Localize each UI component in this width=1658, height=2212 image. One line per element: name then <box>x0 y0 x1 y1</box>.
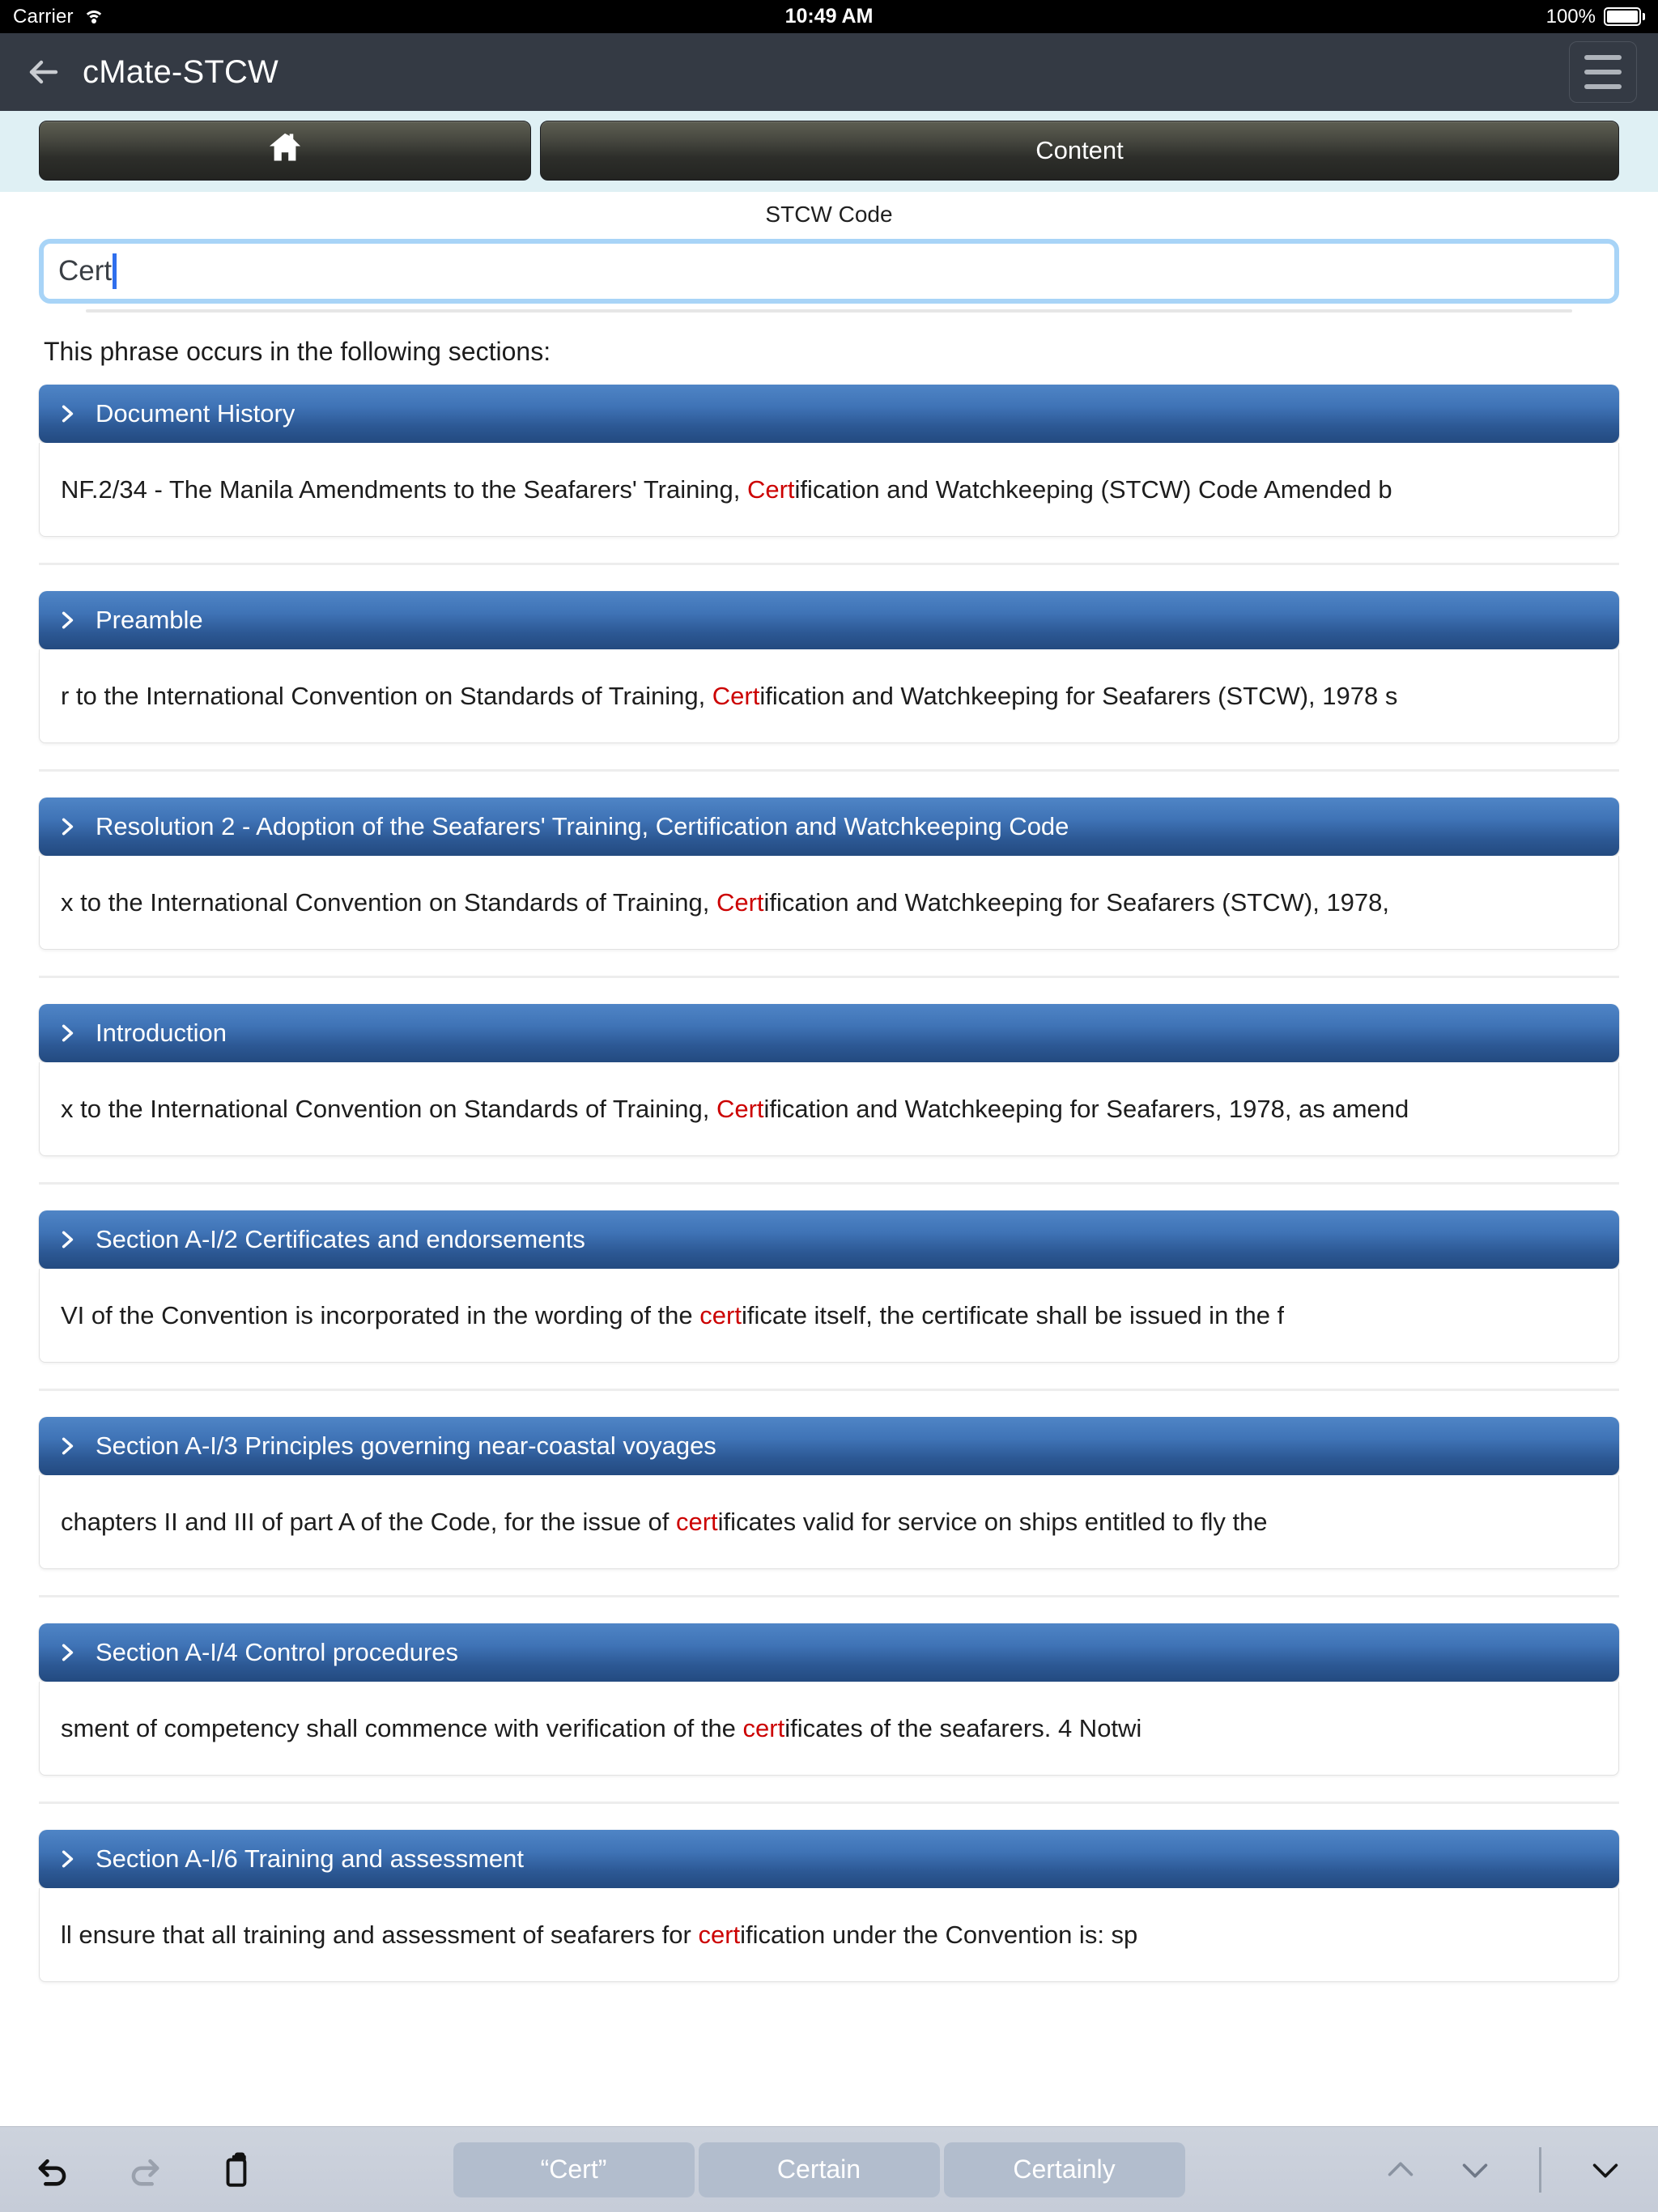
group-spacer <box>39 978 1619 1004</box>
group-spacer <box>39 950 1619 976</box>
snippet-card[interactable] <box>39 1062 1619 1156</box>
snippet-before: VI of the Convention is incorporated in the wording of the <box>61 1300 700 1329</box>
snippet-after: ificate itself, the certificate shall be issued in the f <box>741 1300 1285 1329</box>
keyboard-nav-actions <box>1377 2146 1629 2193</box>
result-groups-container <box>39 385 1619 1982</box>
redo-icon[interactable] <box>121 2146 168 2193</box>
section-title: Section A-I/4 Control procedures <box>96 1638 459 1666</box>
snippet-after: ification and Watchkeeping for Seafarers, 1978, as amend <box>763 1094 1409 1123</box>
ios-status-bar <box>0 0 1658 33</box>
snippet-card[interactable] <box>39 443 1619 537</box>
snippet-card[interactable] <box>39 649 1619 743</box>
snippet-before: x to the International Convention on Standards of Training, <box>61 887 716 917</box>
snippet-card[interactable] <box>39 1682 1619 1776</box>
clipboard-paste-icon[interactable] <box>214 2146 261 2193</box>
keyboard-edit-actions <box>29 2146 261 2193</box>
snippet-card[interactable] <box>39 1888 1619 1982</box>
search-input-value: Cert <box>58 255 113 287</box>
battery-full-icon <box>1604 7 1645 26</box>
snippet-card[interactable] <box>39 1475 1619 1569</box>
group-spacer <box>39 743 1619 769</box>
section-header-button[interactable] <box>39 1004 1619 1062</box>
search-input[interactable] <box>39 239 1619 304</box>
section-title: Section A-I/2 Certificates and endorsements <box>96 1225 585 1253</box>
chevron-down-icon[interactable] <box>1452 2146 1499 2193</box>
results-intro-text: This phrase occurs in the following sections: <box>44 337 551 366</box>
snippet-before: NF.2/34 - The Manila Amendments to the Seafarers' Training, <box>61 474 747 504</box>
section-title: Resolution 2 - Adoption of the Seafarers' Training, Certification and Watchkeeping Code <box>96 812 1069 840</box>
suggestion-button[interactable]: “Cert” <box>453 2142 695 2197</box>
nav-button-row <box>0 111 1658 192</box>
snippet-highlight: cert <box>675 1507 718 1536</box>
snippet-highlight: Cert <box>716 887 764 917</box>
status-bar-clock: 10:49 AM <box>784 5 874 28</box>
snippet-text <box>61 1918 1137 1952</box>
section-header-button[interactable] <box>39 1417 1619 1475</box>
snippet-after: ificates of the seafarers. 4 Notwi <box>784 1713 1142 1742</box>
result-group <box>39 1004 1619 1156</box>
suggestion-button[interactable]: Certainly <box>944 2142 1185 2197</box>
result-group <box>39 1830 1619 1982</box>
status-bar-left <box>13 6 104 28</box>
chevron-right-icon <box>57 1434 78 1458</box>
result-group <box>39 1417 1619 1569</box>
snippet-highlight: Cert <box>716 1094 764 1123</box>
app-header-bar <box>0 33 1658 111</box>
group-spacer <box>39 1569 1619 1595</box>
snippet-after: ification and Watchkeeping for Seafarers (STCW), 1978, <box>763 887 1390 917</box>
section-header-button[interactable] <box>39 385 1619 443</box>
page-title: cMate-STCW <box>83 53 278 90</box>
group-spacer <box>39 1597 1619 1623</box>
section-header-button[interactable] <box>39 1210 1619 1269</box>
section-title: Document History <box>96 399 295 428</box>
carrier-label: Carrier <box>13 5 74 28</box>
snippet-after: ification under the Convention is: sp <box>740 1920 1138 1949</box>
snippet-before: chapters II and III of part A of the Code, for the issue of <box>61 1507 676 1536</box>
suggestion-buttons <box>261 2142 1377 2197</box>
chevron-right-icon <box>57 1021 78 1045</box>
chevron-right-icon <box>57 1640 78 1665</box>
snippet-highlight: cert <box>698 1920 741 1949</box>
undo-icon[interactable] <box>29 2146 76 2193</box>
snippet-text <box>61 1505 1268 1539</box>
result-group <box>39 591 1619 743</box>
status-bar-right <box>1546 6 1645 28</box>
snippet-highlight: Cert <box>712 681 760 710</box>
group-spacer <box>39 1391 1619 1417</box>
section-title: Preamble <box>96 606 203 634</box>
chevron-right-icon <box>57 815 78 839</box>
section-header-button[interactable] <box>39 1830 1619 1888</box>
content-button[interactable] <box>540 121 1619 181</box>
section-title: Introduction <box>96 1019 227 1047</box>
section-title: Section A-I/3 Principles governing near-coastal voyages <box>96 1431 716 1460</box>
snippet-after: ification and Watchkeeping (STCW) Code Amended b <box>794 474 1392 504</box>
search-field-label: STCW Code <box>765 202 893 227</box>
snippet-before: r to the International Convention on Standards of Training, <box>61 681 712 710</box>
group-spacer <box>39 772 1619 798</box>
snippet-text <box>61 1092 1409 1126</box>
battery-percent-label: 100% <box>1545 5 1596 28</box>
group-spacer <box>39 1804 1619 1830</box>
section-title: Section A-I/6 Training and assessment <box>96 1844 525 1873</box>
text-caret <box>113 253 117 289</box>
snippet-after: ificates valid for service on ships entitled to fly the <box>717 1507 1268 1536</box>
home-icon <box>267 130 303 172</box>
search-area <box>0 192 1658 313</box>
group-spacer <box>39 1363 1619 1389</box>
chevron-right-icon <box>57 402 78 426</box>
snippet-before: ll ensure that all training and assessment of seafarers for <box>61 1920 699 1949</box>
snippet-card[interactable] <box>39 856 1619 950</box>
snippet-after: ification and Watchkeeping for Seafarers (STCW), 1978 s <box>759 681 1398 710</box>
back-arrow-icon[interactable] <box>21 50 65 94</box>
snippet-text <box>61 1712 1141 1746</box>
group-spacer <box>39 1185 1619 1210</box>
snippet-highlight: Cert <box>746 474 795 504</box>
toolbar-divider <box>1539 2147 1541 2193</box>
home-button[interactable] <box>39 121 531 181</box>
content-button-label: Content <box>1035 136 1124 164</box>
group-spacer <box>39 1776 1619 1802</box>
section-header-button[interactable] <box>39 591 1619 649</box>
snippet-before: sment of competency shall commence with verification of the <box>61 1713 743 1742</box>
keyboard-dismiss-icon[interactable] <box>1582 2146 1629 2193</box>
section-header-button[interactable] <box>39 798 1619 856</box>
chevron-up-icon[interactable] <box>1377 2146 1424 2193</box>
snippet-text <box>61 679 1397 713</box>
suggestion-button[interactable]: Certain <box>699 2142 940 2197</box>
snippet-highlight: cert <box>742 1713 785 1742</box>
hamburger-menu-icon[interactable] <box>1569 41 1637 103</box>
section-header-button[interactable] <box>39 1623 1619 1682</box>
snippet-text <box>61 1299 1284 1333</box>
group-spacer <box>39 565 1619 591</box>
result-group <box>39 1210 1619 1363</box>
result-group <box>39 385 1619 537</box>
snippet-card[interactable] <box>39 1269 1619 1363</box>
snippet-highlight: cert <box>699 1300 742 1329</box>
result-group <box>39 798 1619 950</box>
snippet-text <box>61 886 1389 920</box>
group-spacer <box>39 537 1619 563</box>
wifi-icon <box>83 9 104 25</box>
chevron-right-icon <box>57 1227 78 1252</box>
chevron-right-icon <box>57 1847 78 1871</box>
snippet-text <box>61 473 1392 507</box>
chevron-right-icon <box>57 608 78 632</box>
keyboard-suggestion-bar <box>0 2126 1658 2212</box>
snippet-before: x to the International Convention on Standards of Training, <box>61 1094 716 1123</box>
group-spacer <box>39 1156 1619 1182</box>
result-group <box>39 1623 1619 1776</box>
search-results-list[interactable] <box>0 313 1658 2126</box>
